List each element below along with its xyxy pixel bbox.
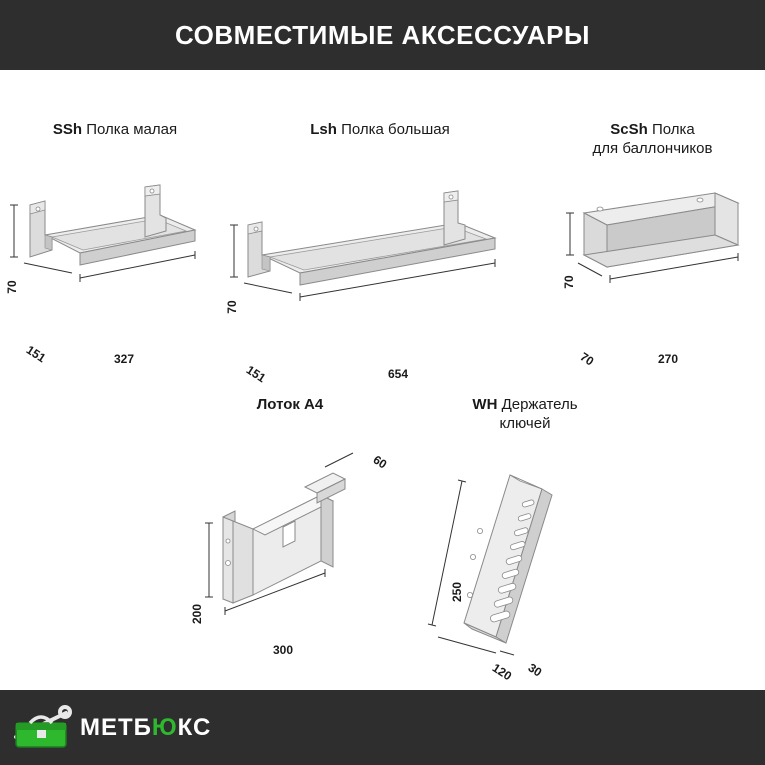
item-scsh-code: ScSh	[610, 121, 648, 138]
item-scsh-dim-width: 270	[657, 352, 679, 366]
item-scsh-dim-height: 70	[562, 275, 576, 289]
item-scsh-label	[540, 120, 765, 139]
item-tray-a4-dim-height: 200	[190, 603, 204, 625]
item-lsh-drawing	[230, 175, 530, 385]
item-scsh-name: Полка	[651, 121, 695, 138]
toolbox-icon	[10, 703, 74, 753]
item-tray-a4-code: Лоток A4	[256, 396, 324, 413]
item-ssh-label	[0, 120, 230, 139]
brand-name-part2: КС	[177, 714, 212, 741]
item-tray-a4-label	[175, 395, 405, 414]
page-title: СОВМЕСТИМЫЕ АКСЕССУАРЫ	[175, 19, 590, 50]
item-scsh-dim-depth: 70	[577, 349, 597, 369]
item-ssh-dim-height: 70	[5, 280, 19, 294]
item-wh-dim-depth: 30	[525, 660, 545, 680]
brand-name	[80, 714, 211, 742]
header-bar	[0, 0, 765, 70]
item-ssh	[0, 120, 230, 380]
item-lsh-dim-height: 70	[225, 300, 239, 314]
item-scsh	[540, 120, 765, 380]
brand-name-accent: Ю	[151, 714, 178, 741]
item-wh-code: WH	[472, 396, 498, 413]
brand-name-part1: МЕТБ	[80, 714, 152, 741]
item-wh-dim-height: 250	[450, 581, 464, 603]
item-lsh-label	[230, 120, 530, 139]
item-wh	[410, 395, 640, 684]
item-lsh	[225, 120, 530, 386]
item-ssh-dim-width: 327	[113, 352, 135, 366]
item-wh-drawing	[410, 445, 640, 665]
item-ssh-dim-depth: 151	[23, 342, 49, 366]
item-tray-a4-dim-width: 300	[272, 643, 294, 657]
brand-logo	[10, 700, 212, 756]
item-wh-label-2: ключей	[499, 415, 551, 432]
item-tray-a4-drawing	[175, 445, 405, 645]
item-lsh-name: Полка большая	[341, 121, 450, 138]
item-lsh-dim-depth: 151	[243, 362, 269, 386]
item-wh-label	[410, 395, 640, 414]
diagram-canvas	[0, 70, 765, 690]
item-tray-a4	[175, 395, 405, 665]
item-wh-dim-width: 120	[489, 660, 515, 684]
item-wh-name: Держатель	[501, 396, 578, 413]
item-lsh-code: Lsh	[310, 121, 337, 138]
item-tray-a4-dim-depth: 60	[370, 452, 390, 472]
item-scsh-label-2: для баллончиков	[592, 140, 713, 157]
item-lsh-dim-width: 654	[387, 367, 409, 381]
item-ssh-code: SSh	[52, 121, 83, 138]
item-ssh-name: Полка малая	[86, 121, 178, 138]
